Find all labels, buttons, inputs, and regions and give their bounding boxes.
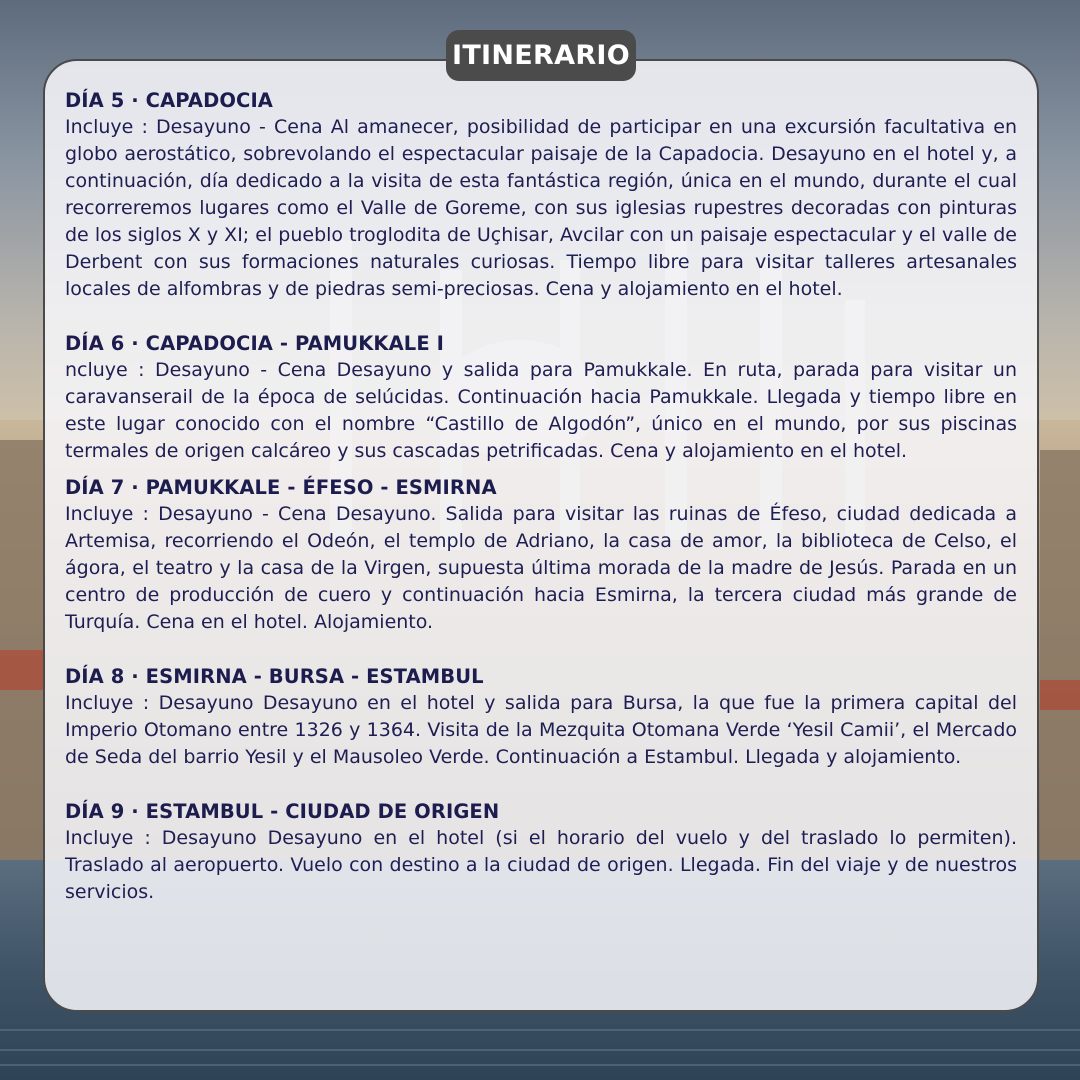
day-description: Incluye : Desayuno Desayuno en el hotel y salida para Bursa, la que fue la primera capital del Imperio Otomano entre 1326 y 1364. Visita de la Mezquita Otomana Verde ‘Yesil Camii’, el Mercado de Seda del barrio Yesil y el Mausoleo Verde. Continuación a Estambul. Llegada y alojamiento. <box>65 692 1017 768</box>
itinerary-card <box>43 59 1039 1012</box>
page-title: ITINERARIO <box>446 30 636 81</box>
day-description: ncluye : Desayuno - Cena Desayuno y salida para Pamukkale. En ruta, parada para visitar un caravanserail de la época de selúcidas. Continuación hacia Pamukkale. Llegada y tiempo libre en este lugar conocido con el nombre “Castillo de Algodón”, único en el mundo, por sus piscinas termales de origen calcáreo y sus cascadas petrificadas. Cena y alojamiento en el hotel. <box>65 359 1017 462</box>
day-entry <box>65 330 1017 465</box>
day-description: Incluye : Desayuno Desayuno en el hotel (si el horario del vuelo y del traslado lo permiten). Traslado al aeropuerto. Vuelo con destino a la ciudad de origen. Llegada. Fin del viaje y de nuestros servicios. <box>65 827 1017 903</box>
day-entry <box>65 663 1017 771</box>
day-heading: DÍA 6 · CAPADOCIA - PAMUKKALE I <box>65 332 444 355</box>
day-entry <box>65 798 1017 906</box>
day-description: Incluye : Desayuno - Cena Desayuno. Salida para visitar las ruinas de Éfeso, ciudad dedicada a Artemisa, recorriendo el Odeón, el templo de Adriano, la casa de amor, la biblioteca de Celso, el ágora, el teatro y la casa de la Virgen, supuesta última morada de la madre de Jesús. Parada en un centro de producción de cuero y continuación hacia Esmirna, la tercera ciudad más grande de Turquía. Cena en el hotel. Alojamiento. <box>65 503 1017 633</box>
day-entry <box>65 474 1017 636</box>
day-heading: DÍA 7 · PAMUKKALE - ÉFESO - ESMIRNA <box>65 476 497 499</box>
day-entry <box>65 87 1017 303</box>
day-heading: DÍA 8 · ESMIRNA - BURSA - ESTAMBUL <box>65 665 484 688</box>
day-heading: DÍA 5 · CAPADOCIA <box>65 89 273 112</box>
day-description: Incluye : Desayuno - Cena Al amanecer, posibilidad de participar en una excursión facultativa en globo aerostático, sobrevolando el espectacular paisaje de la Capadocia. Desayuno en el hotel y, a continuación, día dedicado a la visita de esta fantástica región, única en el mundo, durante el cual recorreremos lugares como el Valle de Goreme, con sus iglesias rupestres decoradas con pinturas de los siglos X y XI; el pueblo troglodita de Uçhisar, Avcilar con un paisaje espectacular y el valle de Derbent con sus formaciones naturales curiosas. Tiempo libre para visitar talleres artesanales locales de alfombras y de piedras semi-preciosas. Cena y alojamiento en el hotel. <box>65 116 1017 300</box>
day-heading: DÍA 9 · ESTAMBUL - CIUDAD DE ORIGEN <box>65 800 500 823</box>
